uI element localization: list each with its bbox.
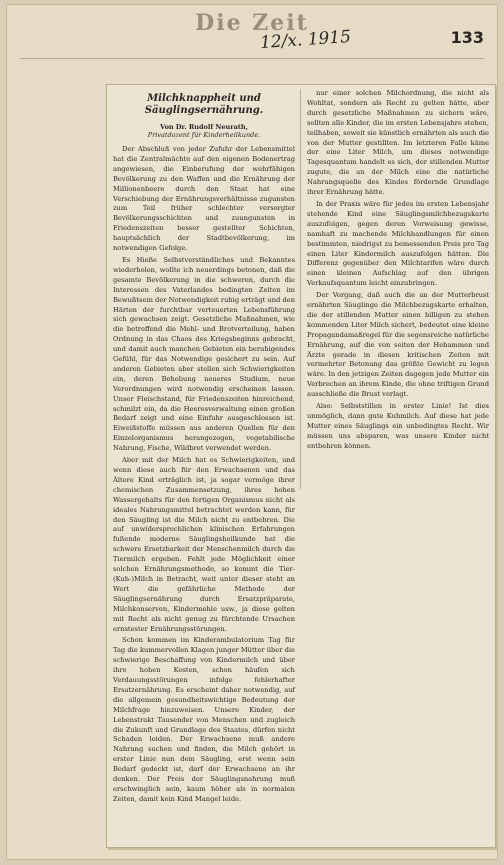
article-right-column bbox=[307, 89, 489, 452]
paragraph: Also: Selbststillen in erster Linie! Ist dies unmöglich, dann gute Kuhmilch. Auf diese hat jede Mutter eines Säuglings ein unbedingtes Recht. Wir müssen uns absparen, was unsere Kinder nicht entbehren können. bbox=[307, 402, 489, 450]
page-number: 133 bbox=[450, 28, 484, 47]
paragraph: Der Abschluß von jeder Zufuhr der Lebensmittel hat die Zentralmächte auf den eigenen Bodenertrag angewiesen, die Einberufung der wehrfähigen Bevölkerung zu den Waffen und die Ernährung der Millionenheere durch den Staat hat eine Verschiebung der Ernährungsverhältnisse zugunsten zum Teil früher schlechter versorgter Bevölkerungsschichten und zuungunsten in Friedenszeiten besser gestellter Schichten, hauptsächlich der Stadtbevölkerung, im notwendigen Gefolge. bbox=[113, 145, 295, 253]
paragraph: Es Hieße Selbstverständliches und Bekanntes wiederholen, wollte ich neuerdings betonen, daß die gesamte Bevölkerung in die schweren, durch die Interessen des Vaterlandes bedingten Zeiten im Bewußtsein der Notwendigkeit ruhig erträgt und den Härten der furchtbar verteuerten Lebensführung sich gewachsen zeigt. Gesetzliche Maßnahmen, wie die betreffend die Mehl- und Brotverteilung, haben Ordnung in das Chaos des Kriegsbeginns gebracht, und damit auch manchen Gebieten ein beruhigendes Gefühl, für das Notwendige gesichert zu sein. Auf anderen Gebieten aber stellen sich Schwierigkeiten ein, deren Behebung neueres Studium, neue Verordnungen wird notwendig erscheinen lassen. Unser Fleischstand, für Friedenszeiten hinreichend, schmilzt ein, da die Heeresverwaltung einen großen Bedarf zeigt und eine Einfuhr ausgeschlossen ist. Eiweißstoffe müssen aus anderen Quellen für den Einzelorganismus herangezogen, vegetabilische Nahrung, Fische, Wildbret verwendet werden. bbox=[113, 255, 295, 453]
newspaper-masthead: Die Zeit bbox=[195, 10, 309, 36]
paragraph: nur einer solchen Milchordnung, die nicht als Wohltat, sondern als Recht zu gelten hätte, aber durch gesetzliche Maßnahmen zu sichern wäre, sollten alle Kinder, die im ersten Lebensjahre stehen, teilhaben, soweit sie künstlich ernährten als auch die von der Mutter gestillten. Im letzteren Falle käme der eine Liter Milch, um dieses notwendige Tagesquantum handelt es sich, der stillenden Mutter zugute, die an der Milch eine die natürliche Nahrungsquelle des Kindes fördernde Grundlage ihrer Ernährung hätte. bbox=[307, 89, 489, 197]
archive-page bbox=[6, 4, 498, 860]
paragraph: Schon kommen im Kinderambulatorium Tag für Tag die kummervollen Klagen junger Mütter über die schwierige Beschaffung von Kindermilch und über ihre hohen Kosten, schon häufen sich Verdauungsstörungen infolge fehlerhafter Ersatzernährung. Es erscheint daher notwendig, auf die allgemein gesundheitswichtige Bedeutung der Milchfrage hinzuweisen. Unsere Kinder, der Lebenstrakt Tausender von Menschen und zugleich die Zukunft und Grundlage des Staates, dürfen nicht Schaden leiden. Der Erwachsene muß andere Nahrung suchen und finden, die Milch gehört in erster Linie nun dem Säugling, erst wenn sein Bedarf gedeckt ist, darf der Erwachsene an ihr denken. Der Preis der Säuglingsnahrung muß erschwinglich sein, kaum höher als in normalen Zeiten, damit kein Kind Mangel leide. bbox=[113, 636, 295, 803]
article-title: Milchknappheit und Säuglingsernährung. bbox=[144, 93, 264, 116]
handwritten-date: 12/x. 1915 bbox=[259, 26, 352, 54]
article-author-role: Privatdozent für Kinderheilkunde. bbox=[147, 131, 261, 139]
newspaper-clipping bbox=[106, 84, 496, 848]
paragraph: Der Vorgang, daß auch die an der Mutterbrust ernährten Säuglinge die Milchbezugskarte erhalten, die der stillenden Mutter einen billigen zu stehen kommenden Liter Milch sichert, bedeutet eine kleine Propagandamaßregel für die segensreiche natürliche Ernährung, auf die von seiten der Hebammen und Ärzte gerade in diesen kritischen Zeiten mit vermehrter Betonung das größte Gewicht zu legen wäre. In den jetzigen Zeiten dagegen jede Mutter ein Verbrechen an ihrem Kinde, die ohne triftigen Grund ausschließe die Brust verlagt. bbox=[307, 291, 489, 399]
paragraph: Aber mit der Milch hat es Schwierigkeiten, und wenn diese auch für den Erwachsenen und das Ältere Kind erträglich ist, ja sogar vermöge ihrer chemischen Zusammensetzung, ihres hohen Wassergehalts für den fertigen Organismus nicht als ideales Nahrungsmittel betrachtet werden kann, für den Säugling ist die Milch nicht zu entbehren. Die auf unwidersprechlichen klinischen Erfahrungen fußende moderne Säuglingsheilkunde hat die schwere Ersetzbarkeit der Menschenmilch durch die Tiermilch ergeben. Fehlt jede Möglichkeit einer solchen Ernährungsmethode, so kommt die Tier-(Kuh-)Milch in Betracht, weit unter dieser steht an Wert die gefährliche Methode der Säuglingsernährung durch Ersatzpräparate, Milchkonserven, Kindermehle usw., ja diese gelten mit Recht als nicht genug zu fürchtende Ursachen ernstester Ernährungsstörungen. bbox=[113, 456, 295, 633]
paragraph: In der Praxis wäre für jedes im ersten Lebensjahr stehende Kind eine Säuglingsmilchbezugskarte auszufolgen, gegen deren Vorweisung gewisse, namhaft zu machende Milchhandlungen für einen bestimmten, niedrigst zu bemessenden Preis pro Tag einen Liter Kindermilch auszufolgen hätten. Die Differenz gegenüber den Milchtarifen wäre durch einen kleinen Aufschlag auf den übrigen Verkaufsquantum leicht einzubringen. bbox=[307, 199, 489, 288]
column-divider bbox=[300, 89, 301, 489]
header-divider bbox=[20, 58, 484, 59]
article-author: Von Dr. Rudolf Neurath, bbox=[160, 123, 248, 131]
article-left-column bbox=[113, 91, 295, 805]
